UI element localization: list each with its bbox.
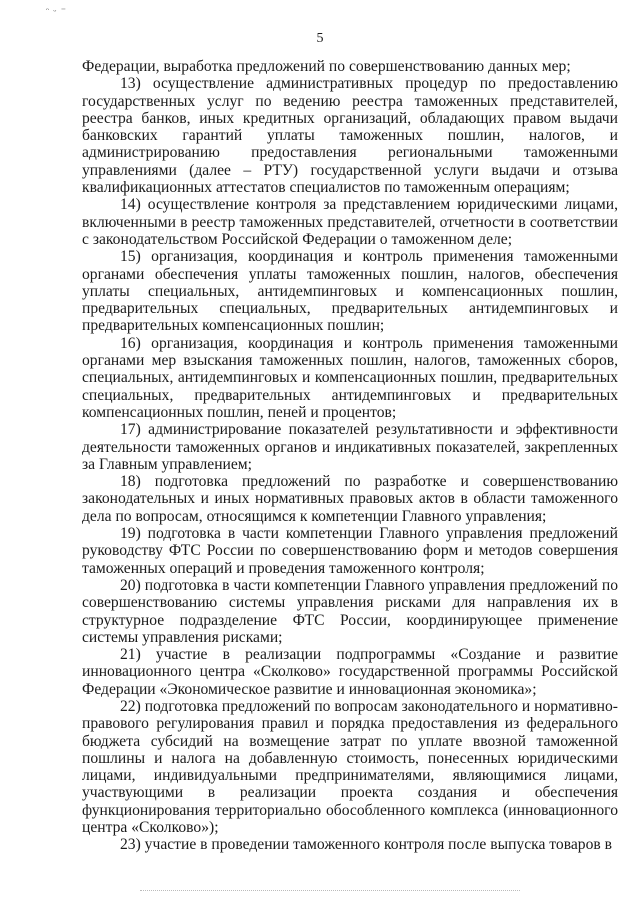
list-item-22: 22) подготовка предложений по вопросам законодательного и нормативно-правового регулирования правил и порядка предоставления из федерального бюджета субсидий на возмещение затрат по уплате ввозной таможенной пошлины и налога на добавленную стоимость, понесенных юридическими лицами, индивидуальными предпринимателями, являющимися лицами, участвующими в реализации проекта создания и обеспечения функционирования территориально обособленного комплекса (инновационного центра «Сколково»); bbox=[82, 697, 618, 837]
list-item-14: 14) осуществление контроля за представлением юридическими лицами, включенными в реестр таможенных представителей, отчетности в соответствии с законодательством Российской Федерации о таможенном деле; bbox=[82, 196, 618, 248]
scan-artifact: ᵔ ᵕ ⁻ bbox=[46, 6, 68, 17]
list-item-21: 21) участие в реализации подпрограммы «Создание и развитие инновационного центра «Сколково» государственной программы Российской Федерации «Экономическое развитие и инновационная экономика»; bbox=[82, 646, 618, 698]
list-item-20: 20) подготовка в части компетенции Главного управления предложений по совершенствованию системы управления рисками для направления их в структурное подразделение ФТС России, координирующее применение системы управления рисками; bbox=[82, 576, 618, 646]
list-item-13: 13) осуществление административных процедур по предоставлению государственных услуг по ведению реестра таможенных представителей, реестра банков, иных кредитных организаций, обладающих правом выдачи банковских гарантий уплаты таможенных пошлин, налогов, и администрированию предоставления региональными таможенными управлениями (далее – РТУ) государственной услуги выдачи и отзыва квалификационных аттестатов специалистов по таможенным операциям; bbox=[82, 75, 618, 197]
list-item-18: 18) подготовка предложений по разработке и совершенствованию законодательных и иных нормативных правовых актов в области таможенного дела по вопросам, относящимся к компетенции Главного управления; bbox=[82, 473, 618, 525]
list-item-16: 16) организация, координация и контроль применения таможенными органами мер взыскания таможенных пошлин, налогов, таможенных сборов, специальных, антидемпинговых и компенсационных пошлин, предварительных специальных, предварительных антидемпинговых и предварительных компенсационных пошлин, пеней и процентов; bbox=[82, 334, 618, 421]
page-number: 5 bbox=[316, 31, 324, 46]
list-item-17: 17) администрирование показателей результативности и эффективности деятельности таможенных органов и индикативных показателей, закрепленных за Главным управлением; bbox=[82, 421, 618, 473]
document-body bbox=[82, 58, 618, 854]
list-item-23: 23) участие в проведении таможенного контроля после выпуска товаров в bbox=[120, 836, 612, 854]
list-item-15: 15) организация, координация и контроль применения таможенными органами обеспечения уплаты таможенных пошлин, налогов, обеспечения уплаты специальных, антидемпинговых и компенсационных пошлин, предварительных специальных, предварительных антидемпинговых и предварительных компенсационных пошлин; bbox=[82, 248, 618, 335]
paragraph-continuation: Федерации, выработка предложений по совершенствованию данных мер; bbox=[82, 58, 571, 75]
scan-bottom-edge bbox=[140, 890, 520, 892]
list-item-19: 19) подготовка в части компетенции Главного управления предложений руководству ФТС России по совершенствованию форм и методов совершения таможенных операций и проведения таможенного контроля; bbox=[82, 525, 618, 577]
